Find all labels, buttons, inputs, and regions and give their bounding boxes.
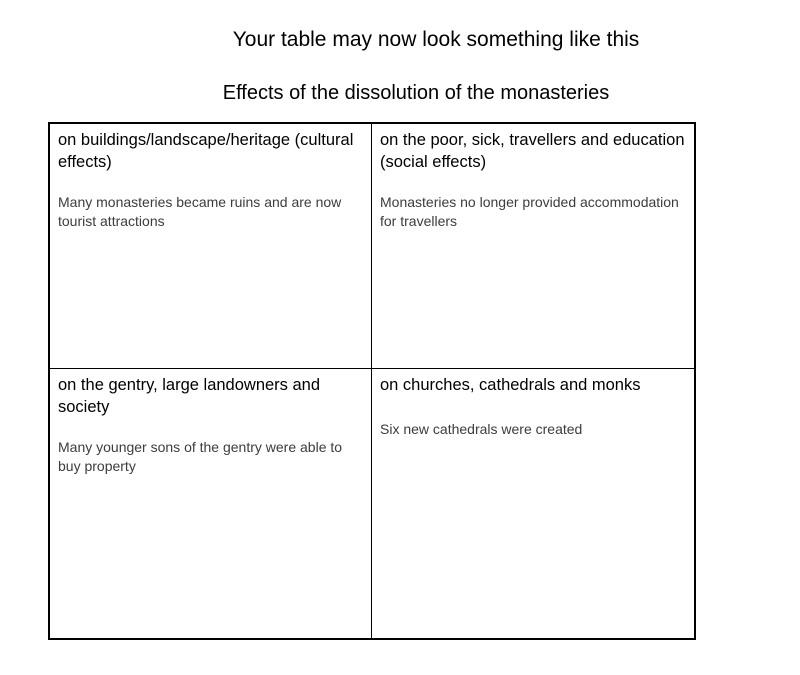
table-title: Effects of the dissolution of the monasteries <box>222 82 610 104</box>
cell-body: Monasteries no longer provided accommodation for travellers <box>380 194 679 229</box>
cell-heading: on the poor, sick, travellers and education (social effects) <box>380 131 685 171</box>
table-cell-cultural-effects <box>50 124 371 368</box>
table-cell-church-effects <box>371 368 694 638</box>
cell-heading: on the gentry, large landowners and society <box>58 376 321 416</box>
table-cell-social-effects <box>371 124 694 368</box>
table-cell-gentry-effects <box>50 368 371 638</box>
cell-heading: on churches, cathedrals and monks <box>380 376 641 394</box>
cell-body: Six new cathedrals were created <box>380 421 583 437</box>
cell-body: Many monasteries became ruins and are now tourist attractions <box>58 194 342 229</box>
page-title: Your table may now look something like this <box>232 28 640 51</box>
effects-table <box>48 122 696 640</box>
cell-body: Many younger sons of the gentry were able to buy property <box>58 439 343 474</box>
cell-heading: on buildings/landscape/heritage (cultural effects) <box>58 131 354 171</box>
